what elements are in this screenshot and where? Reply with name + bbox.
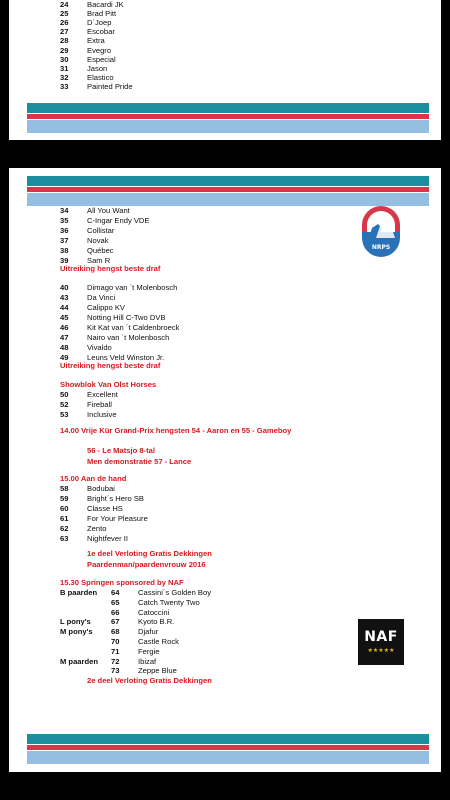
entry-number: 73 [111, 666, 120, 676]
entry-name: Sam R [87, 255, 111, 265]
entry-number: 49 [60, 353, 69, 362]
list-item [111, 637, 179, 646]
entry-number: 63 [60, 534, 69, 543]
entry-number: 50 [60, 390, 69, 399]
entry-number: 30 [60, 54, 69, 64]
entry-number: 72 [111, 656, 120, 666]
entry-number: 59 [60, 494, 69, 503]
entry-name: Fergie [138, 646, 160, 656]
entry-name: Castle Rock [138, 637, 179, 646]
entry-number: 36 [60, 225, 69, 235]
entry-number: 37 [60, 235, 69, 245]
list-item [60, 514, 148, 523]
entry-number: 45 [60, 313, 69, 322]
stripe-blue [27, 751, 429, 764]
page-2 [9, 168, 441, 772]
entry-number: 31 [60, 63, 69, 73]
entry-number: 70 [111, 637, 120, 646]
list-item [60, 226, 114, 235]
list-item [111, 666, 177, 675]
header-stripes [27, 103, 429, 133]
entry-name: Zento [87, 524, 107, 533]
section-heading: 1e deel Verloting Gratis Dekkingen [87, 549, 212, 558]
list-item [111, 657, 156, 666]
entry-name: Nightfever II [87, 534, 128, 543]
list-item [111, 617, 174, 626]
stripe-teal [27, 103, 429, 113]
section-heading: Paardenman/paardenvrouw 2016 [87, 560, 206, 569]
entry-name: Bodubai [87, 484, 115, 493]
entry-name: Elastico [87, 72, 114, 82]
entry-name: Ibizaf [138, 656, 157, 666]
entry-name: Da Vinci [87, 293, 116, 302]
section-heading: 2e deel Verloting Gratis Dekkingen [87, 676, 212, 685]
list-item [60, 524, 106, 533]
naf-logo [358, 619, 404, 665]
list-item [60, 333, 169, 342]
entry-name: Québec [87, 245, 114, 255]
entry-name: Catoccini [138, 607, 170, 617]
list-item [60, 64, 107, 73]
footer-stripes [27, 734, 429, 764]
entry-number: 40 [60, 283, 69, 292]
time-heading: 15.00 Aan de hand [60, 474, 127, 483]
section-heading: Showblok Van Olst Horses [60, 380, 157, 389]
entry-number: 25 [60, 9, 69, 19]
list-item [60, 283, 177, 292]
entry-name: Zeppe Blue [138, 666, 177, 676]
naf-stars: ★★★★★ [367, 648, 395, 654]
entry-number: 28 [60, 36, 69, 46]
list-item [60, 293, 115, 302]
entry-number: 66 [111, 607, 120, 617]
list-item [60, 313, 166, 322]
entry-number: 34 [60, 206, 69, 215]
list-item [60, 390, 118, 399]
entry-number: 32 [60, 72, 69, 82]
list-item [60, 303, 125, 312]
entry-name: All You Want [87, 206, 130, 215]
entry-name: Collistar [87, 225, 115, 235]
list-item [60, 36, 105, 45]
category-label: M paarden [60, 656, 98, 666]
entry-number: 44 [60, 303, 69, 312]
entry-number: 47 [60, 333, 69, 342]
entry-name: Dimago van ´t Molenbosch [87, 283, 178, 292]
entry-name: Excellent [87, 390, 118, 399]
entry-name: Extra [87, 36, 105, 46]
list-item [60, 246, 114, 255]
list-item [60, 410, 117, 419]
list-item [60, 534, 128, 543]
entry-number: 68 [111, 627, 120, 637]
category-label: B paarden [60, 588, 98, 597]
entry-number: 67 [111, 617, 120, 627]
entry-number: 58 [60, 484, 69, 493]
list-item [60, 484, 115, 493]
list-item [60, 18, 111, 27]
entry-name: Classe HS [87, 504, 123, 513]
page-1 [9, 0, 441, 140]
list-item [60, 73, 114, 82]
entry-number: 60 [60, 504, 69, 513]
entry-number: 52 [60, 400, 69, 409]
entry-name: Inclusive [87, 410, 117, 419]
list-item [60, 236, 109, 245]
entry-name: For Your Pleasure [87, 514, 148, 523]
entry-name: Notting Hill C-Two DVB [87, 313, 166, 322]
award-line: Uitreiking hengst beste draf [60, 361, 161, 370]
list-item [60, 216, 149, 225]
list-item [60, 400, 112, 409]
stripe-teal [27, 176, 429, 186]
entry-number: 64 [111, 588, 120, 597]
list-item [60, 504, 123, 513]
entry-name: Escobar [87, 27, 115, 37]
list-item [111, 598, 200, 607]
entry-name: C-Ingar Endy VDE [87, 215, 150, 225]
entry-number: 38 [60, 245, 69, 255]
entry-number: 61 [60, 514, 69, 523]
entry-number: 26 [60, 18, 69, 28]
time-heading: 14.00 Vrije Kür Grand-Prix hengsten 54 - Aaron en 55 - Gameboy [60, 426, 292, 435]
category-label: M pony's [60, 627, 93, 637]
entry-number: 53 [60, 410, 69, 419]
entry-name: D´Joep [87, 18, 112, 28]
entry-number: 46 [60, 323, 69, 332]
entry-name: Novak [87, 235, 109, 245]
entry-name: Catch Twenty Two [138, 597, 200, 607]
list-item [60, 9, 116, 18]
entry-name: Djafur [138, 627, 159, 637]
entry-number: 27 [60, 27, 69, 37]
stripe-teal [27, 734, 429, 744]
entry-name: Nairo van ´t Molenbosch [87, 333, 170, 342]
entry-number: 71 [111, 646, 120, 656]
entry-name: Vivaldo [87, 343, 112, 352]
entry-name: Jason [87, 63, 108, 73]
entry-name: Cassini´s Golden Boy [138, 588, 212, 597]
entry-number: 48 [60, 343, 69, 352]
entry-number: 62 [60, 524, 69, 533]
entry-number: 43 [60, 293, 69, 302]
entry-number: 35 [60, 215, 69, 225]
entry-name: Painted Pride [87, 81, 133, 91]
entry-name: Calippo KV [87, 303, 125, 312]
entry-name: Leuns Veld Winston Jr. [87, 353, 165, 362]
list-item [60, 323, 179, 332]
award-line: Uitreiking hengst beste draf [60, 264, 161, 273]
stripe-blue [27, 120, 429, 133]
list-item [60, 46, 111, 55]
entry-name: Fireball [87, 400, 112, 409]
list-item [60, 27, 115, 36]
entry-name: Bacardi JK [87, 0, 124, 9]
entry-number: 65 [111, 597, 120, 607]
entry-number: 33 [60, 81, 69, 91]
list-item [60, 82, 133, 91]
list-item [111, 608, 169, 617]
entry-number: 29 [60, 45, 69, 55]
entry-number: 24 [60, 0, 69, 9]
entry-name: Evegro [87, 45, 112, 55]
nrps-logo-text: NRPS [371, 244, 391, 251]
list-item [60, 0, 124, 9]
list-item [60, 494, 144, 503]
naf-logo-text: NAF [364, 629, 398, 645]
entry-name: Bright´s Hero SB [87, 494, 144, 503]
entry-number: 39 [60, 255, 69, 265]
list-item [111, 627, 158, 636]
list-item [111, 588, 211, 597]
category-label: L pony's [60, 617, 91, 627]
list-item [60, 55, 116, 64]
list-item [111, 647, 160, 656]
list-item [60, 343, 112, 352]
time-heading: 15.30 Springen sponsored by NAF [60, 578, 184, 587]
section-heading: 56 - Le Matsjo 8-tal [87, 446, 155, 455]
entry-name: Especial [87, 54, 116, 64]
entry-name: Kit Kat van ´t Caldenbroeck [87, 323, 180, 332]
list-item [60, 206, 130, 215]
nrps-logo [358, 202, 404, 260]
entry-name: Brad Pitt [87, 9, 117, 19]
entry-name: Kyoto B.R. [138, 617, 175, 627]
section-heading: Men demonstratie 57 - Lance [87, 457, 192, 466]
